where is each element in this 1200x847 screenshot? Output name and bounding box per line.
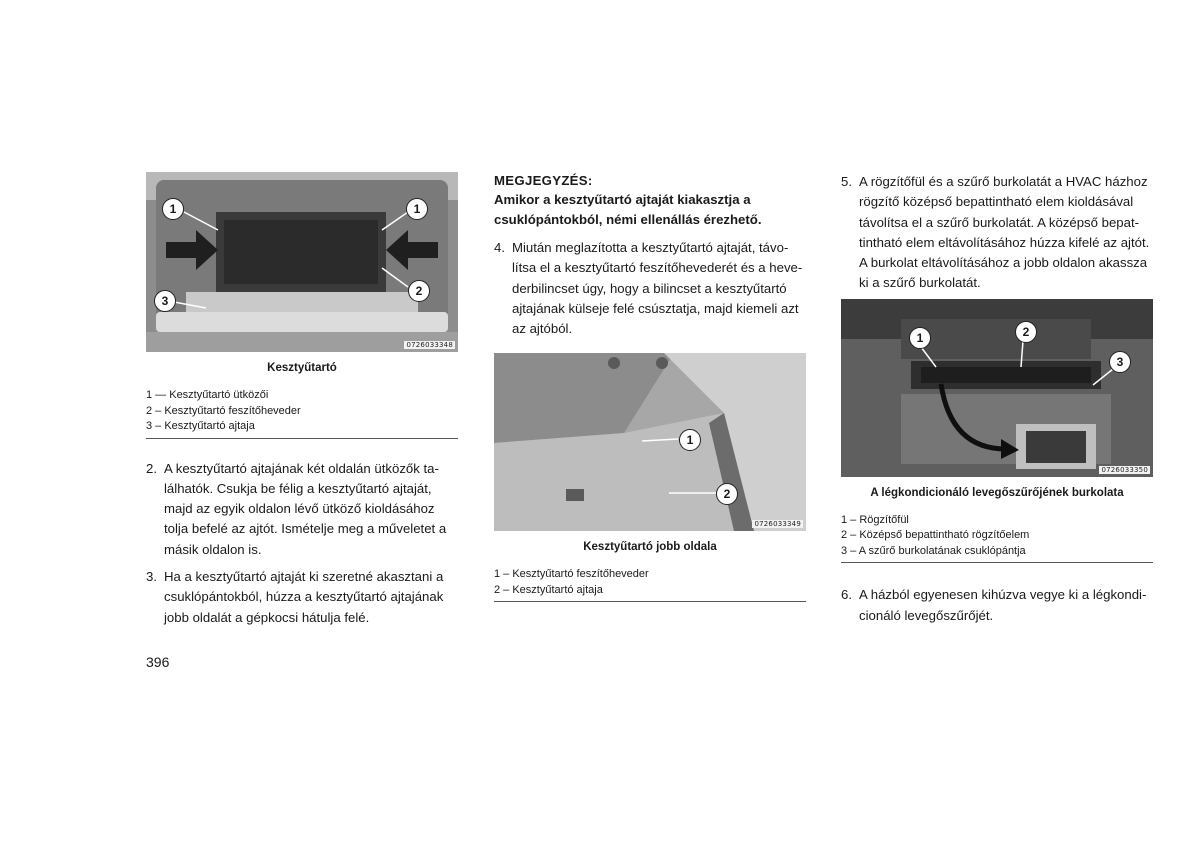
step-number: 5. — [841, 174, 852, 189]
note-body — [494, 190, 806, 230]
step-number: 3. — [146, 568, 157, 584]
step-line: A kesztyűtartó ajtajának két oldalán ütközők ta- — [164, 460, 439, 476]
step-line: lítsa el a kesztyűtartó feszítőhevederét és a heve- — [512, 260, 803, 276]
step-5 — [841, 172, 1153, 294]
callout-3: 3 — [1109, 351, 1131, 373]
step-line: cionáló levegőszűrőjét. — [859, 607, 994, 623]
legend-item: 1 – Rögzítőfül — [841, 513, 909, 526]
air-filter-cover-photo — [841, 299, 1153, 477]
step-line: távolítsa el a szűrő burkolatát. A középső bepat- — [859, 214, 1140, 230]
step-number: 2. — [146, 460, 157, 476]
step-line: A rögzítőfül és a szűrő burkolatát a HVAC házhoz — [859, 174, 1148, 189]
step-6 — [841, 585, 1153, 626]
step-line: lálhatók. Csukja be félig a kesztyűtartó ajtaját, — [164, 480, 432, 496]
step-line: Miután meglazította a kesztyűtartó ajtaját, távo- — [512, 240, 789, 255]
step-line: jobb oldalát a gépkocsi hátulja felé. — [164, 609, 370, 625]
step-number: 6. — [841, 587, 852, 603]
note-title: MEGJEGYZÉS: — [494, 173, 593, 188]
callout-1: 1 — [679, 429, 701, 451]
step-3 — [146, 567, 458, 628]
step-line: derbilincset úgy, hogy a bilincset a kesztyűtartó — [512, 280, 787, 296]
figure-legend — [146, 388, 458, 439]
figure-caption: A légkondicionáló levegőszűrőjének burkolata — [870, 486, 1124, 499]
step-number: 4. — [494, 240, 505, 255]
step-line: tintható elem eltávolításához húzza kifelé az ajtót. — [859, 234, 1150, 250]
step-line: ajtajának külseje felé csúsztatja, majd kiemeli azt — [512, 300, 799, 316]
step-line: az ajtóból. — [512, 321, 573, 337]
step-line: A burkolat eltávolításához a jobb oldalon akassza — [859, 255, 1148, 271]
note-line: csuklópántokból, némi ellenállás érezhető. — [494, 212, 762, 227]
callout-2: 2 — [408, 280, 430, 302]
figure-caption: Kesztyűtartó jobb oldala — [583, 541, 717, 554]
step-line: másik oldalon is. — [164, 541, 262, 557]
middle-column — [494, 172, 806, 602]
figure-caption: Kesztyűtartó — [267, 362, 337, 374]
callout-2: 2 — [1015, 321, 1037, 343]
step-line: A házból egyenesen kihúzva vegye ki a légkondi- — [859, 587, 1147, 603]
callout-3: 3 — [154, 290, 176, 312]
legend-item: 2 – Kesztyűtartó ajtaja — [494, 583, 603, 596]
step-line: Ha a kesztyűtartó ajtaját ki szeretné akasztani a — [164, 568, 444, 584]
callout-2: 2 — [716, 483, 738, 505]
callout-1a: 1 — [162, 198, 184, 220]
left-column — [146, 172, 458, 628]
figure-code: 0726033349 — [754, 520, 801, 529]
legend-item: 3 – A szűrő burkolatának csuklópántja — [841, 544, 1026, 557]
legend-item: 1 – Kesztyűtartó feszítőheveder — [494, 568, 649, 581]
glovebox-right-side-illustration — [494, 353, 806, 531]
figure-code: 0726033350 — [1101, 465, 1148, 474]
figure-legend — [494, 567, 806, 602]
step-line: tolja befelé az ajtót. Ismételje meg a műveletet a — [164, 521, 447, 537]
step-line: csuklópántokból, húzza a kesztyűtartó ajtajának — [164, 589, 444, 605]
figure-legend — [841, 513, 1153, 564]
legend-item: 3 – Kesztyűtartó ajtaja — [146, 420, 255, 432]
air-filter-cover-illustration — [841, 299, 1153, 477]
step-line: ki a szűrő burkolatát. — [859, 275, 981, 291]
note-line: Amikor a kesztyűtartó ajtaját kiakasztja a — [494, 192, 751, 207]
callout-1b: 1 — [406, 198, 428, 220]
right-column — [841, 172, 1153, 626]
page-number: 396 — [146, 654, 170, 670]
legend-item: 1 — Kesztyűtartó ütközői — [146, 389, 269, 401]
figure-code: 0726033348 — [406, 341, 453, 349]
glovebox-photo — [146, 172, 458, 352]
step-4 — [494, 238, 806, 339]
callout-1: 1 — [909, 327, 931, 349]
step-2 — [146, 459, 458, 560]
glovebox-right-side-photo — [494, 353, 806, 531]
legend-item: 2 – Kesztyűtartó feszítőheveder — [146, 404, 301, 417]
legend-item: 2 – Középső bepattintható rögzítőelem — [841, 529, 1030, 542]
step-line: majd az egyik oldalon lévő ütköző kioldásához — [164, 501, 435, 517]
step-line: rögzítő középső bepattintható elem kioldásával — [859, 194, 1134, 210]
